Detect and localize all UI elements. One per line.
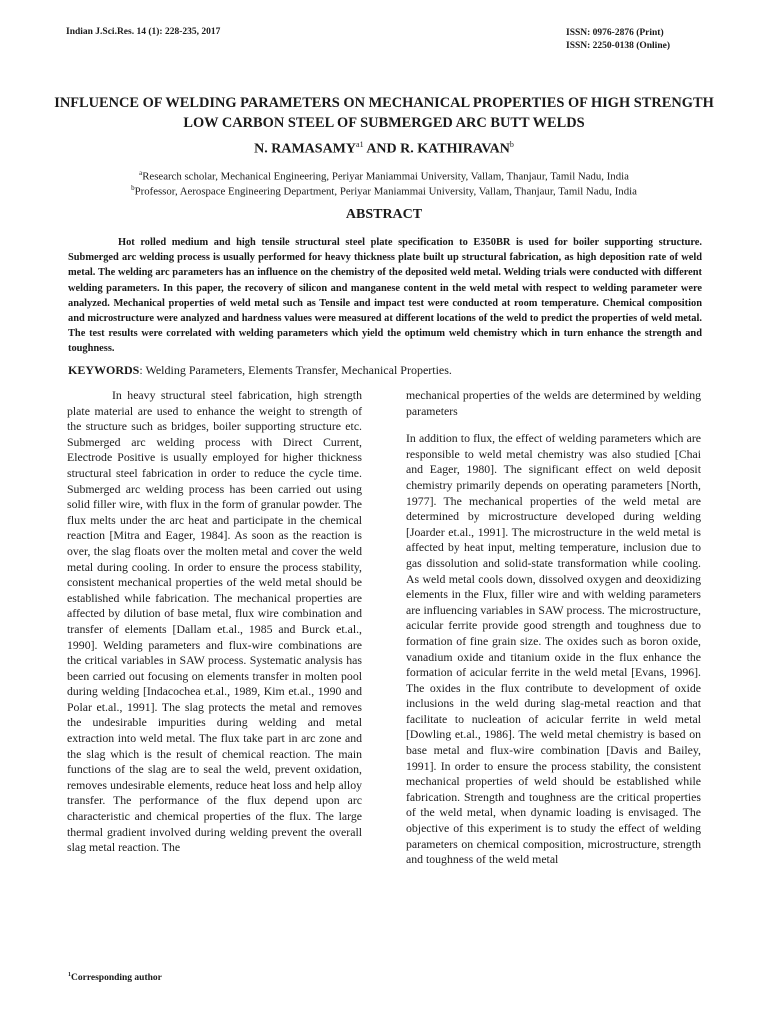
body-paragraph: In addition to flux, the effect of welding parameters which are responsible to weld metal chemistry was also studied [Chai and Eager, 1980]. The significant effect on weld deposit chemistry primarily depends on operating parameters [North, 1977]. The mechanical properties of the weld metal are determined by microstructure developed during welding [Joarder et.al., 1991]. The microstructure in the weld metal is affected by heat input, melting temperature, inclusion due to gas dissolution and solid-state transformation while cooling. As weld metal cools down, dissolved oxygen and deoxidizing elements in the Flux, filler wire and with welding parameters are influencing variables in SAW process. The microstructure, acicular ferrite provide good strength and toughness due to formation of fine grain size. The oxides such as boron oxide, vanadium oxide and titanium oxide in the flux enhance the formation of acicular ferrite in the weld metal [Evans, 1996]. The oxides in the flux contribute to development of oxide inclusions in the weld during slag-metal reaction and that facilitate to nucleation of acicular ferrite in weld metal [Dowling et.al., 1986]. The weld metal chemistry is based on base metal and flux-wire combination [Davis and Bailey, 1991]. In order to ensure the process stability, the consistent mechanical properties of weld should be established while fabrication. Strength and toughness are the critical properties of the weld metal, when dynamic loading is envisaged. The objective of this experiment is to study the effect of welding parameters on chemical composition, microstructure, strength and toughness of the weld metal [406, 431, 701, 867]
affiliation [50, 181, 718, 199]
author-marks: a1 [356, 140, 364, 149]
author-marks: b [509, 140, 514, 149]
footnote-mark: 1 [68, 972, 71, 978]
affiliation-text: Professor, Aerospace Engineering Department, Periyar Maniammai University, Vallam, Thanjaur, Tamil Nadu, India [134, 185, 637, 198]
affiliation-mark: a [139, 169, 143, 177]
affiliation-mark: b [131, 184, 135, 192]
author-name: R. KATHIRAVAN [400, 141, 510, 157]
author-line [50, 140, 718, 158]
affiliation-text: Research scholar, Mechanical Engineering, Periyar Maniammai University, Vallam, Thanjaur, Tamil Nadu, India [142, 170, 629, 183]
body-column-right [406, 388, 701, 880]
paper-title: INFLUENCE OF WELDING PARAMETERS ON MECHANICAL PROPERTIES OF HIGH STRENGTH LOW CARBON STEEL OF SUBMERGED ARC BUTT WELDS [54, 95, 714, 131]
abstract-heading: ABSTRACT [345, 207, 423, 222]
body-paragraph: In heavy structural steel fabrication, high strength plate material are used to enhance the weight to strength of the structure such as bridges, boiler supporting structure etc. Submerged arc welding process with Direct Current, Electrode Positive is usually employed for higher thickness structural steel fabrication in order to reduce the cycle time. Submerged arc welding process has been carried out using solid filler wire, with flux in the form of granular powder. The flux melts under the arc heat and participate in the chemical reaction [Mitra and Eager, 1984]. As soon as the reaction is over, the slag floats over the molten metal and cover the weld metal during cooling. In order to ensure the process stability, consistent mechanical properties of the weld metal should be established while fabrication. The mechanical properties are affected by dilution of base metal, flux wire combination and transfer of elements [Dallam et.al., 1985 and Burck et.al., 1990]. Welding parameters and flux-wire combinations are the critical variables in SAW process. Systematic analysis has been carried out focusing on elements transfer in molten pool during welding [Indacochea et.al., 1989, Kim et.al., 1990 and Polar et.al., 1991]. The slag protects the metal and removes the undesirable impurities during welding and metal extraction into weld metal. The flux take part in arc zone and the slag which is the result of chemical reaction. The main functions of the slag are to seal the weld, prevent oxidation, removes undesirable elements, reduce heat loss and help alloy transfer. The performance of the flux depend upon arc characteristic and chemical properties of the flux. The large thermal gradient involved during welding prevent the overall slag metal reaction. The [67, 388, 362, 855]
keywords-list: : Welding Parameters, Elements Transfer, Mechanical Properties. [139, 363, 452, 377]
journal-citation: Indian J.Sci.Res. 14 (1): 228-235, 2017 [66, 27, 221, 37]
abstract-body: Hot rolled medium and high tensile structural steel plate specification to E350BR is used for boiler supporting structure. Submerged arc welding process is usually performed for heavy thickness plate built up structural fabrication, as high deposition rate of weld metal. The welding arc parameters has an influence on the chemistry of the deposited weld metal. Welding trials were conducted with different welding parameters. In this paper, the recovery of silicon and manganese content in the weld metal with respect to welding parameter were analyzed. Mechanical properties of weld metal such as Tensile and impact test were conducted at room temperature. Chemical composition and microstructure were analyzed and hardness values were measured at different locations of the weld to predict the properties of weld metal. The test results were correlated with welding parameters which yield the optimum weld chemistry which in turn enhance the strength and toughness. [68, 237, 702, 355]
footnote-text: Corresponding author [71, 973, 162, 984]
issn-block [566, 27, 670, 53]
keywords-line [68, 363, 708, 378]
author-joiner: AND [366, 141, 397, 157]
issn-online: ISSN: 2250-0138 (Online) [566, 41, 670, 51]
keywords-label: KEYWORDS [68, 363, 140, 377]
corresponding-author-footnote [68, 972, 162, 983]
author-name: N. RAMASAMY [254, 141, 357, 157]
issn-print: ISSN: 0976-2876 (Print) [566, 28, 664, 38]
body-paragraph: mechanical properties of the welds are determined by welding parameters [406, 388, 701, 418]
body-column-left [67, 388, 362, 868]
